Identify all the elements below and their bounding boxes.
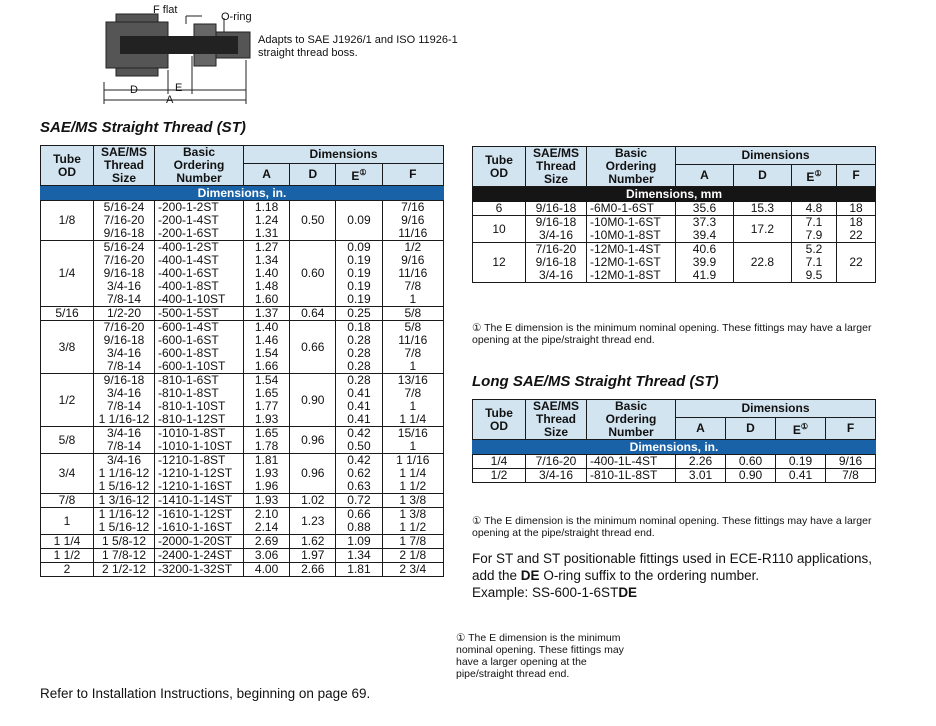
st-thread-size: 5/16-24 7/16-20 9/16-18 <box>94 201 155 241</box>
st-dim-a: 1.81 1.93 1.96 <box>244 454 290 494</box>
st-tube-od: 1/2 <box>41 374 94 427</box>
mm-thread-size: 7/16-20 9/16-18 3/4-16 <box>526 243 587 283</box>
mm-ordering-number: -12M0-1-4ST -12M0-1-6ST -12M0-1-8ST <box>587 243 676 283</box>
col-tube-od: Tube OD <box>41 146 94 186</box>
st-dim-f: 2 3/4 <box>382 563 443 577</box>
st-tube-od: 1 1/2 <box>41 549 94 563</box>
st-row <box>41 321 444 374</box>
st-row <box>41 427 444 454</box>
st-dim-a: 1.65 1.78 <box>244 427 290 454</box>
long-tube-od: 1/2 <box>473 469 526 483</box>
mm-tube-od: 12 <box>473 243 526 283</box>
mm-col-thread-size: SAE/MS Thread Size <box>526 147 587 187</box>
st-row <box>41 549 444 563</box>
mm-col-tube-od: Tube OD <box>473 147 526 187</box>
long-section-title: Long SAE/MS Straight Thread (ST) <box>472 373 719 390</box>
st-ordering-number: -1610-1-12ST -1610-1-16ST <box>155 508 244 535</box>
st-dim-f: 1 3/8 1 1/2 <box>382 508 443 535</box>
st-dim-a: 3.06 <box>244 549 290 563</box>
mm-dim-d: 17.2 <box>733 216 791 243</box>
col-ordering-number: Basic Ordering Number <box>155 146 244 186</box>
st-thread-size: 2 1/2-12 <box>94 563 155 577</box>
st-dim-f: 1 7/8 <box>382 535 443 549</box>
mm-ordering-number: -10M0-1-6ST -10M0-1-8ST <box>587 216 676 243</box>
long-thread-size: 3/4-16 <box>526 469 587 483</box>
st-ordering-number: -1410-1-14ST <box>155 494 244 508</box>
st-ordering-number: -3200-1-32ST <box>155 563 244 577</box>
st-thread-size: 1/2-20 <box>94 307 155 321</box>
st-dim-e: 0.66 0.88 <box>336 508 382 535</box>
mm-tube-od: 6 <box>473 202 526 216</box>
mm-dim-e: 4.8 <box>791 202 836 216</box>
st-row <box>41 563 444 577</box>
st-dimensions-table <box>40 145 444 577</box>
st-dim-d: 0.50 <box>290 201 336 241</box>
st-dim-a: 2.10 2.14 <box>244 508 290 535</box>
mm-row <box>473 243 876 283</box>
long-dim-f: 7/8 <box>826 469 876 483</box>
st-dim-d: 0.64 <box>290 307 336 321</box>
example-bold: DE <box>618 585 638 600</box>
e-label: E <box>175 82 183 94</box>
long-dim-e: 0.19 <box>776 455 826 469</box>
st-tube-od: 1 <box>41 508 94 535</box>
st-dim-d: 1.02 <box>290 494 336 508</box>
mm-dim-f: 18 <box>837 202 876 216</box>
d-label: D <box>130 84 138 96</box>
st-dim-a: 1.93 <box>244 494 290 508</box>
long-dim-a: 2.26 <box>676 455 726 469</box>
mm-col-ordering-number: Basic Ordering Number <box>587 147 676 187</box>
st-section-title: SAE/MS Straight Thread (ST) <box>40 119 246 136</box>
long-ordering-number: -810-1L-8ST <box>587 469 676 483</box>
st-ordering-number: -500-1-5ST <box>155 307 244 321</box>
st-dim-a: 2.69 <box>244 535 290 549</box>
st-thread-size: 9/16-18 3/4-16 7/8-14 1 1/16-12 <box>94 374 155 427</box>
st-ordering-number: -2000-1-20ST <box>155 535 244 549</box>
st-tube-od: 1 1/4 <box>41 535 94 549</box>
mm-dim-a: 37.3 39.4 <box>676 216 734 243</box>
mm-dimensions-table <box>472 146 876 283</box>
col-a: A <box>244 163 290 186</box>
long-thread-size: 7/16-20 <box>526 455 587 469</box>
st-tube-od: 7/8 <box>41 494 94 508</box>
long-tube-od: 1/4 <box>473 455 526 469</box>
st-dim-e: 1.09 <box>336 535 382 549</box>
st-ordering-number: -600-1-4ST -600-1-6ST -600-1-8ST -600-1-10ST <box>155 321 244 374</box>
long-col-f: F <box>826 417 876 440</box>
fitting-drawing <box>96 0 276 110</box>
st-dim-d: 2.66 <box>290 563 336 577</box>
st-thread-size: 3/4-16 7/8-14 <box>94 427 155 454</box>
st-dim-f: 1 3/8 <box>382 494 443 508</box>
st-dim-d: 1.62 <box>290 535 336 549</box>
mm-thread-size: 9/16-18 3/4-16 <box>526 216 587 243</box>
st-thread-size: 3/4-16 1 1/16-12 1 5/16-12 <box>94 454 155 494</box>
st-tube-od: 5/8 <box>41 427 94 454</box>
example-prefix: Example: SS-600-1-6ST <box>472 585 619 600</box>
mm-dim-e: 5.2 7.1 9.5 <box>791 243 836 283</box>
st-dim-e: 0.72 <box>336 494 382 508</box>
mm-dim-f: 18 22 <box>837 216 876 243</box>
st-row <box>41 454 444 494</box>
long-ordering-number: -400-1L-4ST <box>587 455 676 469</box>
st-dim-e: 1.34 <box>336 549 382 563</box>
install-note: Refer to Installation Instructions, beginning on page 69. <box>40 686 371 701</box>
col-dimensions: Dimensions <box>244 146 444 164</box>
st-dim-a: 1.37 <box>244 307 290 321</box>
st-dim-f: 5/8 11/16 7/8 1 <box>382 321 443 374</box>
mm-dim-d: 15.3 <box>733 202 791 216</box>
st-dim-a: 4.00 <box>244 563 290 577</box>
st-dim-e: 0.42 0.62 0.63 <box>336 454 382 494</box>
long-dim-d: 0.60 <box>726 455 776 469</box>
mm-tube-od: 10 <box>473 216 526 243</box>
long-dimensions-table <box>472 399 876 483</box>
st-row <box>41 535 444 549</box>
footnote-mm: ① The E dimension is the minimum nominal opening. These fittings may have a larger opening at the pipe/straight thread end. <box>472 322 872 346</box>
st-dim-e: 0.09 <box>336 201 382 241</box>
mm-dim-d: 22.8 <box>733 243 791 283</box>
long-row <box>473 455 876 469</box>
st-thread-size: 5/16-24 7/16-20 9/16-18 3/4-16 7/8-14 <box>94 241 155 307</box>
st-row <box>41 494 444 508</box>
st-dim-d: 0.96 <box>290 427 336 454</box>
long-col-ordering-number: Basic Ordering Number <box>587 400 676 440</box>
mm-dim-a: 35.6 <box>676 202 734 216</box>
col-thread-size: SAE/MS Thread Size <box>94 146 155 186</box>
st-dim-a: 1.54 1.65 1.77 1.93 <box>244 374 290 427</box>
st-dim-f: 13/16 7/8 1 1 1/4 <box>382 374 443 427</box>
ece-text-2: O-ring suffix to the ordering number. <box>539 568 760 583</box>
st-ordering-number: -1010-1-8ST -1010-1-10ST <box>155 427 244 454</box>
st-row <box>41 374 444 427</box>
st-dim-e: 0.18 0.28 0.28 0.28 <box>336 321 382 374</box>
ece-text-1: For ST and ST positionable fittings used in ECE-R110 applications, add the <box>472 551 872 583</box>
st-dim-f: 7/16 9/16 11/16 <box>382 201 443 241</box>
st-dim-e: 1.81 <box>336 563 382 577</box>
mm-row <box>473 202 876 216</box>
st-dim-d: 1.97 <box>290 549 336 563</box>
mm-dim-e: 7.1 7.9 <box>791 216 836 243</box>
st-dim-f: 1/2 9/16 11/16 7/8 1 <box>382 241 443 307</box>
long-unit-row-in: Dimensions, in. <box>473 440 876 455</box>
st-ordering-number: -810-1-6ST -810-1-8ST -810-1-10ST -810-1-12ST <box>155 374 244 427</box>
st-dim-f: 2 1/8 <box>382 549 443 563</box>
adapt-note: Adapts to SAE J1926/1 and ISO 11926-1 straight thread boss. <box>258 34 458 59</box>
st-dim-e: 0.25 <box>336 307 382 321</box>
st-dim-d: 1.23 <box>290 508 336 535</box>
long-col-a: A <box>676 417 726 440</box>
st-dim-a: 1.40 1.46 1.54 1.66 <box>244 321 290 374</box>
a-label: A <box>166 94 174 106</box>
long-col-tube-od: Tube OD <box>473 400 526 440</box>
st-row <box>41 241 444 307</box>
mm-col-dimensions: Dimensions <box>676 147 876 165</box>
st-dim-f: 1 1/16 1 1/4 1 1/2 <box>382 454 443 494</box>
mm-row <box>473 216 876 243</box>
footnote-narrow: ① The E dimension is the minimum nominal opening. These fittings may have a larger opening at the pipe/straight thread end. <box>456 632 624 680</box>
long-col-e: E① <box>776 417 826 440</box>
st-thread-size: 1 5/8-12 <box>94 535 155 549</box>
long-row <box>473 469 876 483</box>
st-dim-a: 1.27 1.34 1.40 1.48 1.60 <box>244 241 290 307</box>
col-f: F <box>382 163 443 186</box>
st-dim-f: 15/16 1 <box>382 427 443 454</box>
st-thread-size: 1 3/16-12 <box>94 494 155 508</box>
st-dim-e: 0.28 0.41 0.41 0.41 <box>336 374 382 427</box>
st-dim-e: 0.42 0.50 <box>336 427 382 454</box>
st-dim-d: 0.96 <box>290 454 336 494</box>
st-tube-od: 2 <box>41 563 94 577</box>
long-dim-e: 0.41 <box>776 469 826 483</box>
st-row <box>41 307 444 321</box>
st-tube-od: 1/8 <box>41 201 94 241</box>
mm-dim-a: 40.6 39.9 41.9 <box>676 243 734 283</box>
st-row <box>41 508 444 535</box>
oring-label: O-ring <box>221 11 252 23</box>
st-tube-od: 1/4 <box>41 241 94 307</box>
st-tube-od: 5/16 <box>41 307 94 321</box>
st-dim-a: 1.18 1.24 1.31 <box>244 201 290 241</box>
mm-col-f: F <box>837 164 876 187</box>
long-dim-d: 0.90 <box>726 469 776 483</box>
st-tube-od: 3/4 <box>41 454 94 494</box>
st-dim-d: 0.90 <box>290 374 336 427</box>
col-e: E① <box>336 163 382 186</box>
st-thread-size: 1 1/16-12 1 5/16-12 <box>94 508 155 535</box>
mm-col-d: D <box>733 164 791 187</box>
unit-row-mm: Dimensions, mm <box>473 187 876 202</box>
st-dim-d: 0.66 <box>290 321 336 374</box>
st-thread-size: 1 7/8-12 <box>94 549 155 563</box>
mm-thread-size: 9/16-18 <box>526 202 587 216</box>
footnote-long: ① The E dimension is the minimum nominal opening. These fittings may have a larger opening at the pipe/straight thread end. <box>472 515 872 539</box>
st-thread-size: 7/16-20 9/16-18 3/4-16 7/8-14 <box>94 321 155 374</box>
long-col-thread-size: SAE/MS Thread Size <box>526 400 587 440</box>
long-col-d: D <box>726 417 776 440</box>
st-ordering-number: -1210-1-8ST -1210-1-12ST -1210-1-16ST <box>155 454 244 494</box>
long-dim-f: 9/16 <box>826 455 876 469</box>
mm-col-e: E① <box>791 164 836 187</box>
st-ordering-number: -400-1-2ST -400-1-4ST -400-1-6ST -400-1-8ST -400-1-10ST <box>155 241 244 307</box>
st-tube-od: 3/8 <box>41 321 94 374</box>
mm-dim-f: 22 <box>837 243 876 283</box>
mm-col-a: A <box>676 164 734 187</box>
st-row <box>41 201 444 241</box>
st-dim-f: 5/8 <box>382 307 443 321</box>
mm-ordering-number: -6M0-1-6ST <box>587 202 676 216</box>
long-dim-a: 3.01 <box>676 469 726 483</box>
f-flat-label: F flat <box>153 4 178 16</box>
st-ordering-number: -200-1-2ST -200-1-4ST -200-1-6ST <box>155 201 244 241</box>
long-col-dimensions: Dimensions <box>676 400 876 418</box>
col-d: D <box>290 163 336 186</box>
ece-note <box>472 550 892 601</box>
st-ordering-number: -2400-1-24ST <box>155 549 244 563</box>
st-dim-e: 0.09 0.19 0.19 0.19 0.19 <box>336 241 382 307</box>
ece-bold: DE <box>520 568 540 583</box>
unit-row-in: Dimensions, in. <box>41 186 444 201</box>
st-dim-d: 0.60 <box>290 241 336 307</box>
